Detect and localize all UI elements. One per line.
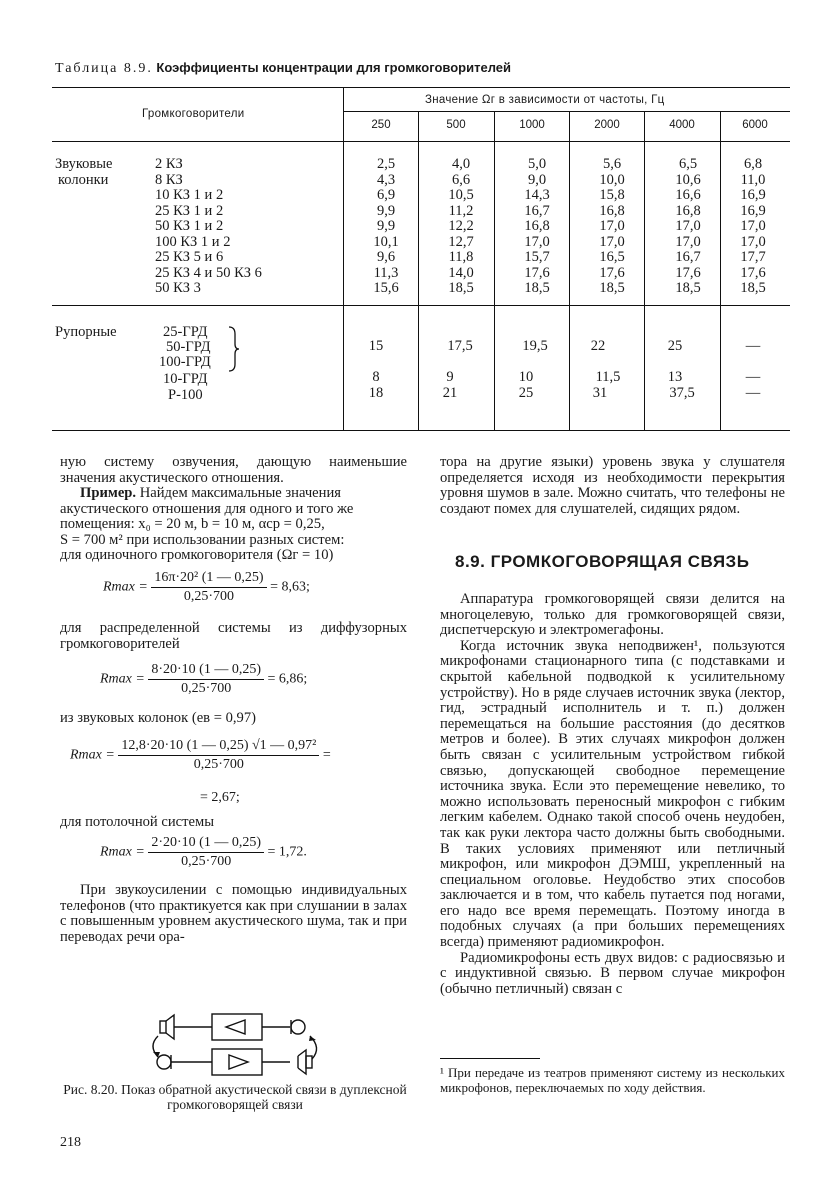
formula-result: = 1,72.: [267, 844, 307, 860]
table-vline-6: [720, 111, 721, 430]
value-cell: 18,5: [675, 280, 701, 296]
value-cell: 17,0: [599, 233, 625, 250]
speaker-name: 8 КЗ: [155, 171, 183, 188]
figure-caption: Рис. 8.20. Показ обратной акустической связи в дуплексной громкоговорящей связи: [63, 1082, 407, 1112]
group-label-horns: Рупорные: [55, 324, 117, 340]
value-cell: 9,9: [376, 202, 396, 219]
value-cell: 17,0: [740, 233, 766, 250]
value-cell: 6,6: [451, 171, 471, 188]
speaker-name: 50-ГРД: [166, 339, 211, 355]
page-number: 218: [60, 1135, 81, 1150]
value-cell: 12,7: [448, 233, 474, 250]
col-2000: [582, 157, 642, 297]
value-cell: 17,0: [675, 233, 701, 250]
text-paragraph: ную систему озвучения, дающую наименьшие значения акустического отношения.: [60, 454, 407, 486]
value-cell: 10,1: [373, 233, 399, 250]
horn-shared-500: 17,5: [447, 338, 473, 354]
table-vline-2: [418, 111, 419, 430]
value-cell: 17,0: [599, 218, 625, 234]
table-vline-1: [343, 87, 344, 430]
horn-row2-2000: 31: [592, 385, 608, 401]
col-250: [356, 157, 416, 297]
speaker-name: Р-100: [168, 387, 203, 403]
value-cell: 17,0: [524, 233, 550, 250]
value-cell: 16,7: [524, 202, 550, 219]
formula-3-result: = 2,67;: [200, 790, 240, 805]
freq-2000: 2000: [594, 119, 620, 131]
text-paragraph: При звукоусилении с помощью индивидуальных телефонов (что практикуется как при слушании в залах с повышенным уровнем акустического шума, так и при переводах речи ора-: [60, 882, 407, 945]
example-label: Пример.: [80, 485, 137, 501]
value-cell: 11,2: [448, 202, 474, 219]
value-cell: 9,0: [527, 171, 547, 188]
horn-row2-4000: 37,5: [669, 385, 695, 401]
horn-shared-250: 15: [368, 338, 384, 354]
table-top-rule: [52, 87, 790, 88]
table-header-mid-rule: [343, 111, 790, 112]
value-cell: 16,5: [599, 249, 625, 265]
horn-row2-250: 18: [368, 385, 384, 401]
value-cell: 18,5: [740, 280, 766, 296]
horn-shared-4000: 25: [667, 338, 683, 354]
value-cell: 4,0: [451, 156, 471, 172]
table-caption-label: Таблица 8.9.: [55, 61, 153, 76]
table-group-rule: [52, 305, 790, 306]
value-cell: 16,9: [740, 202, 766, 219]
formula-denominator: 0,25·700: [193, 757, 244, 772]
value-cell: 16,7: [675, 249, 701, 265]
text-paragraph: Радиомикрофоны есть двух видов: с радиосвязью и с индуктивной связью. В первом случае микрофон (обычно петличный) связан с: [440, 949, 785, 997]
text-paragraph: для потолочной системы: [60, 814, 215, 830]
formula-lhs: Rmax =: [100, 671, 145, 687]
col-1000: [507, 157, 567, 297]
table-vline-4: [569, 111, 570, 430]
amplifier-icon: [226, 1020, 245, 1034]
microphone-icon: [157, 1055, 171, 1069]
value-cell: 9,9: [376, 218, 396, 234]
value-cell: 9,6: [376, 249, 396, 265]
speaker-name: 50 КЗ 3: [155, 280, 201, 296]
value-cell: 16,8: [599, 202, 625, 219]
group1-names: [155, 157, 262, 297]
col-6000: [723, 157, 783, 297]
value-cell: 16,8: [675, 202, 701, 219]
speaker-name: 25 КЗ 1 и 2: [155, 202, 224, 219]
text-line: Найдем максимальные значения: [136, 485, 341, 501]
value-cell: 6,8: [743, 156, 763, 172]
formula-denominator: 0,25·700: [181, 681, 232, 696]
formula-lhs: Rmax =: [70, 747, 115, 763]
table-header-bottom-rule: [52, 141, 790, 142]
horn-row2-6000: —: [745, 385, 761, 401]
value-cell: 15,7: [524, 249, 550, 265]
text-paragraph: Когда источник звука неподвижен¹, пользуются микрофонами стационарного типа (с подставками и скрытой кабельной подводкой к усилительному устройству). Но в ряде случаев источник звука (лектор, гид, эстрадный исполнитель и т. п.) должен перемещаться на большие расстояния (до десятков метров и более). В этих случаях микрофон должен быть связан с усилительным устройством гибкой связью, допускающей свободное перемещение источника звука. Если это перемещение невелико, то можно использовать переносный микрофон с гибким легким кабелем. Однако такой способ очень неудобен, так как руки лектора часто должны быть свободными. В таких условиях применяют или петличный микрофон, или микрофон ДЭМШ, укрепленный на специальном оголовье. Неудобство этих способов заключается и в том, что кабель путается под ногами, его надо все время перемещать. Поэтому иногда в подобных случаях (а при больших перемещениях всегда) применяют радиомикрофон.: [440, 637, 785, 951]
group-label-line: Звуковые: [55, 156, 113, 172]
formula-equals: =: [322, 747, 331, 763]
horn-row1-500: 9: [446, 369, 454, 385]
group-label-columns: [55, 157, 112, 188]
header-values: Значение Ωг в зависимости от частоты, Гц: [425, 94, 665, 106]
value-cell: 17,0: [740, 218, 766, 234]
speaker-name: 25-ГРД: [163, 324, 208, 340]
value-cell: 17,0: [675, 218, 701, 234]
formula-numerator: 12,8·20·10 (1 — 0,25) √1 — 0,97²: [118, 738, 319, 756]
arrow-icon: [309, 1036, 316, 1041]
table-vline-3: [494, 111, 495, 430]
left-paragraph-example: [60, 486, 407, 564]
right-body: [440, 592, 785, 997]
formula-lhs: Rmax =: [103, 579, 148, 595]
value-cell: 17,6: [740, 264, 766, 281]
freq-500: 500: [446, 119, 466, 131]
formula-numerator: 8·20·10 (1 — 0,25): [148, 662, 264, 680]
speaker-name: 25 КЗ 5 и 6: [155, 249, 224, 265]
value-cell: 6,9: [376, 187, 396, 203]
formula-1: [103, 570, 310, 605]
value-cell: 18,5: [524, 280, 550, 296]
text-line: помещения: x₀ = 20 м, b = 10 м, αср = 0,25,: [60, 516, 325, 533]
value-cell: 17,6: [599, 264, 625, 281]
speaker-name: 10-ГРД: [163, 371, 208, 387]
formula-lhs: Rmax =: [100, 844, 145, 860]
header-speakers: Громкоговорители: [142, 108, 245, 120]
col-4000: [658, 157, 718, 297]
value-cell: 5,6: [602, 156, 622, 172]
value-cell: 5,0: [527, 156, 547, 172]
text-paragraph: из звуковых колонок (eв = 0,97): [60, 710, 256, 726]
horn-shared-6000: —: [745, 338, 761, 354]
value-cell: 11,3: [373, 264, 399, 281]
horn-row1-2000: 11,5: [595, 369, 621, 385]
footnote: ¹ При передаче из театров применяют систему из нескольких микрофонов, переключаемых по ходу действия.: [440, 1065, 785, 1095]
horn-row1-4000: 13: [667, 369, 683, 385]
speaker-icon: [166, 1015, 174, 1039]
formula-3: [70, 738, 331, 773]
value-cell: 10,6: [675, 171, 701, 188]
value-cell: 16,8: [524, 218, 550, 234]
table-bottom-rule: [52, 430, 790, 431]
horn-shared-1000: 19,5: [522, 338, 548, 354]
group-label-line: колонки: [58, 171, 109, 188]
value-cell: 11,8: [448, 249, 474, 265]
col-500: [431, 157, 491, 297]
freq-4000: 4000: [669, 119, 695, 131]
formula-result: = 6,86;: [267, 671, 308, 687]
speaker-name: 25 КЗ 4 и 50 КЗ 6: [155, 264, 262, 281]
value-cell: 18,5: [448, 280, 474, 296]
formula-numerator: 16π·20² (1 — 0,25): [151, 570, 266, 588]
horn-row2-500: 21: [442, 385, 458, 401]
duplex-feedback-diagram: [150, 1012, 330, 1078]
horn-row1-250: 8: [372, 369, 380, 385]
value-cell: 17,7: [740, 249, 766, 265]
freq-250: 250: [371, 119, 391, 131]
microphone-icon: [291, 1020, 305, 1034]
section-heading: 8.9. ГРОМКОГОВОРЯЩАЯ СВЯЗЬ: [455, 552, 750, 571]
horn-shared-2000: 22: [590, 338, 606, 354]
value-cell: 18,5: [599, 280, 625, 296]
freq-1000: 1000: [519, 119, 545, 131]
left-paragraph-5: [60, 815, 407, 831]
left-paragraph-6: [60, 883, 407, 945]
text-line: S = 700 м² при использовании разных систем:: [60, 531, 345, 548]
value-cell: 14,0: [448, 264, 474, 281]
right-paragraph-1: [440, 455, 785, 517]
value-cell: 4,3: [376, 171, 396, 188]
formula-4: [100, 835, 307, 870]
horn-row2-1000: 25: [518, 385, 534, 401]
speaker-icon: [160, 1021, 166, 1033]
value-cell: 15,6: [373, 280, 399, 296]
formula-numerator: 2·20·10 (1 — 0,25): [148, 835, 264, 853]
speaker-name: 50 КЗ 1 и 2: [155, 218, 224, 234]
text-paragraph: тора на другие языки) уровень звука у слушателя определяется исходя из необходимости перекрытия уровня шумов в зале. Можно считать, что телефоны не создают помех для слушателей, сидящих рядом.: [440, 454, 785, 517]
table-caption-title: Коэффициенты концентрации для громкоговорителей: [156, 60, 511, 75]
footnote-rule: [440, 1058, 540, 1059]
horn-row1-6000: —: [745, 369, 761, 385]
left-paragraph-3: [60, 621, 407, 652]
value-cell: 14,3: [524, 187, 550, 203]
formula-result: = 8,63;: [270, 579, 310, 595]
value-cell: 2,5: [376, 156, 396, 172]
table-caption: [55, 60, 511, 77]
text-paragraph: для распределенной системы из диффузорных громкоговорителей: [60, 620, 407, 652]
value-cell: 10,5: [448, 187, 474, 203]
value-cell: 11,0: [740, 171, 766, 188]
value-cell: 12,2: [448, 218, 474, 234]
freq-6000: 6000: [742, 119, 768, 131]
text-paragraph: Аппаратура громкоговорящей связи делится на многоцелевую, только для громкоговорящей связи, диспетчерскую и электромегафоны.: [440, 591, 785, 639]
brace-icon: [226, 326, 240, 372]
value-cell: 17,6: [675, 264, 701, 281]
speaker-icon: [298, 1050, 306, 1074]
value-cell: 17,6: [524, 264, 550, 281]
horn-row1-1000: 10: [518, 369, 534, 385]
formula-2: [100, 662, 307, 697]
value-cell: 10,0: [599, 171, 625, 188]
value-cell: 15,8: [599, 187, 625, 203]
left-paragraph-1: [60, 455, 407, 486]
formula-denominator: 0,25·700: [181, 854, 232, 869]
speaker-name: 100-ГРД: [159, 354, 211, 370]
left-paragraph-4: [60, 711, 407, 727]
formula-denominator: 0,25·700: [183, 589, 235, 604]
speaker-name: 10 КЗ 1 и 2: [155, 187, 224, 203]
value-cell: 6,5: [678, 156, 698, 172]
value-cell: 16,6: [675, 187, 701, 203]
text-line: акустического отношения для одного и того же: [60, 500, 354, 517]
amplifier-icon: [229, 1055, 248, 1069]
speaker-name: 2 КЗ: [155, 156, 183, 172]
text-line: для одиночного громкоговорителя (Ωг = 10): [60, 547, 334, 564]
value-cell: 16,9: [740, 187, 766, 203]
speaker-name: 100 КЗ 1 и 2: [155, 233, 231, 250]
